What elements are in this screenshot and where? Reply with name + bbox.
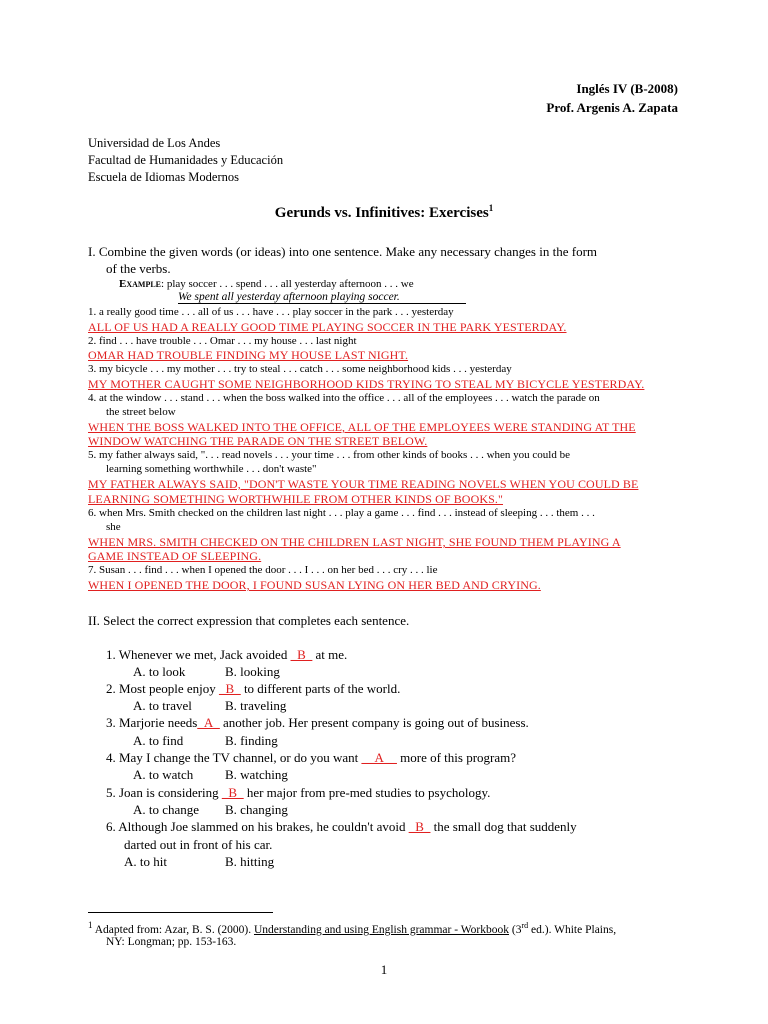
question-4-option-a: A. to watch [133, 767, 194, 782]
answer-blank: _B_ [219, 681, 241, 696]
institution-faculty: Facultad de Humanidades y Educación [88, 153, 284, 167]
part2-instruction: II. Select the correct expression that completes each sentence. [88, 613, 410, 628]
answer-blank: _B_ [221, 785, 244, 800]
footnote: $^1$ Adapted from: Azar, B. S. (2000). Understanding and using English grammar - Workbook (3rd ed.). White Plains, [88, 920, 617, 936]
question-5-option-b: B. changing [225, 802, 288, 817]
answer-blank: _B_ [408, 819, 431, 834]
footnote-book-title: Understanding and using English grammar - Workbook [253, 923, 510, 936]
question-2-option-b: B. traveling [225, 698, 287, 713]
item-2-answer: OMAR HAD TROUBLE FINDING MY HOUSE LAST NIGHT. [88, 348, 409, 362]
item-5-answer: MY FATHER ALWAYS SAID, "DON'T WASTE YOUR TIME READING NOVELS WHEN YOU COULD BE [88, 477, 639, 491]
item-5-prompt-cont: learning something worthwhile . . . don't waste" [106, 463, 317, 475]
page-number: 1 [380, 962, 388, 977]
answer-blank: _B_ [290, 647, 313, 662]
part1-instruction: I. Combine the given words (or ideas) into one sentence. Make any necessary changes in the form [88, 244, 598, 259]
question-2: 2. Most people enjoy _B_ to different parts of the world. [106, 681, 401, 696]
item-4-answer: WHEN THE BOSS WALKED INTO THE OFFICE, ALL OF THE EMPLOYEES WERE STANDING AT THE [88, 420, 636, 434]
question-4-option-b: B. watching [225, 767, 288, 782]
question-5-option-a: A. to change [133, 802, 200, 817]
question-1-option-b: B. looking [225, 664, 280, 679]
question-6-option-a: A. to hit [124, 854, 167, 869]
part1-instruction-cont: of the verbs. [106, 261, 171, 276]
item-6-answer-cont: GAME INSTEAD OF SLEEPING. [88, 549, 262, 563]
item-7-prompt: 7. Susan . . . find . . . when I opened the door . . . I . . . on her bed . . . cry . . . lie [88, 564, 438, 576]
question-2-option-a: A. to travel [133, 698, 192, 713]
answer-blank: __A__ [361, 750, 397, 765]
professor-name: Prof. Argenis A. Zapata [546, 100, 678, 115]
example-answer: We spent all yesterday afternoon playing soccer. [178, 291, 466, 304]
answer-blank: _A_ [197, 715, 220, 730]
question-3-option-a: A. to find [133, 733, 184, 748]
example-prompt: : play soccer . . . spend . . . all yesterday afternoon . . . we [161, 278, 414, 290]
footnote-separator [88, 912, 273, 913]
item-3-answer: MY MOTHER CAUGHT SOME NEIGHBORHOOD KIDS TRYING TO STEAL MY BICYCLE YESTERDAY. [88, 377, 645, 391]
item-4-prompt-cont: the street below [106, 406, 176, 418]
example-line [119, 278, 414, 290]
item-4-answer-cont: WINDOW WATCHING THE PARADE ON THE STREET BELOW. [88, 434, 428, 448]
example-label: Example [119, 278, 162, 290]
item-7-answer: WHEN I OPENED THE DOOR, I FOUND SUSAN LYING ON HER BED AND CRYING. [88, 578, 541, 592]
question-1-option-a: A. to look [133, 664, 186, 679]
question-1: 1. Whenever we met, Jack avoided _B_ at me. [106, 647, 348, 662]
page-title: Gerunds vs. Infinitives: Exercises$^1$ [274, 203, 494, 221]
footnote-cont: NY: Longman; pp. 153-163. [106, 936, 237, 948]
item-6-prompt: 6. when Mrs. Smith checked on the children last night . . . play a game . . . find . . . instead of sleeping . . . them . . . [88, 507, 595, 519]
institution-school: Escuela de Idiomas Modernos [88, 170, 240, 184]
question-4: 4. May I change the TV channel, or do you want __A__ more of this program? [106, 750, 517, 765]
institution-university: Universidad de Los Andes [88, 136, 221, 150]
item-2-prompt: 2. find . . . have trouble . . . Omar . . . my house . . . last night [88, 335, 357, 347]
item-5-answer-cont: LEARNING SOMETHING WORTHWHILE FROM OTHER KINDS OF BOOKS." [88, 492, 503, 506]
course-code: Inglés IV (B-2008) [576, 81, 678, 96]
item-1-prompt: 1. a really good time . . . all of us . . . have . . . play soccer in the park . . . yesterday [88, 306, 454, 318]
item-4-prompt: 4. at the window . . . stand . . . when the boss walked into the office . . . all of the employees . . . watch the parade on [88, 392, 600, 404]
item-6-prompt-cont: she [106, 521, 121, 533]
item-1-answer: ALL OF US HAD A REALLY GOOD TIME PLAYING SOCCER IN THE PARK YESTERDAY. [88, 320, 567, 334]
question-5: 5. Joan is considering _B_ her major from pre-med studies to psychology. [106, 785, 491, 800]
question-6-cont: darted out in front of his car. [124, 837, 273, 852]
question-3: 3. Marjorie needs_A_ another job. Her present company is going out of business. [106, 715, 529, 730]
question-6-option-b: B. hitting [225, 854, 275, 869]
item-6-answer: WHEN MRS. SMITH CHECKED ON THE CHILDREN LAST NIGHT, SHE FOUND THEM PLAYING A [88, 535, 621, 549]
question-3-option-b: B. finding [225, 733, 278, 748]
question-6: 6. Although Joe slammed on his brakes, he couldn't avoid _B_ the small dog that suddenly [106, 819, 577, 834]
item-3-prompt: 3. my bicycle . . . my mother . . . try to steal . . . catch . . . some neighborhood kids . . . yesterday [88, 363, 512, 375]
item-5-prompt: 5. my father always said, ". . . read novels . . . your time . . . from other kinds of books . . . when you could be [88, 449, 570, 461]
